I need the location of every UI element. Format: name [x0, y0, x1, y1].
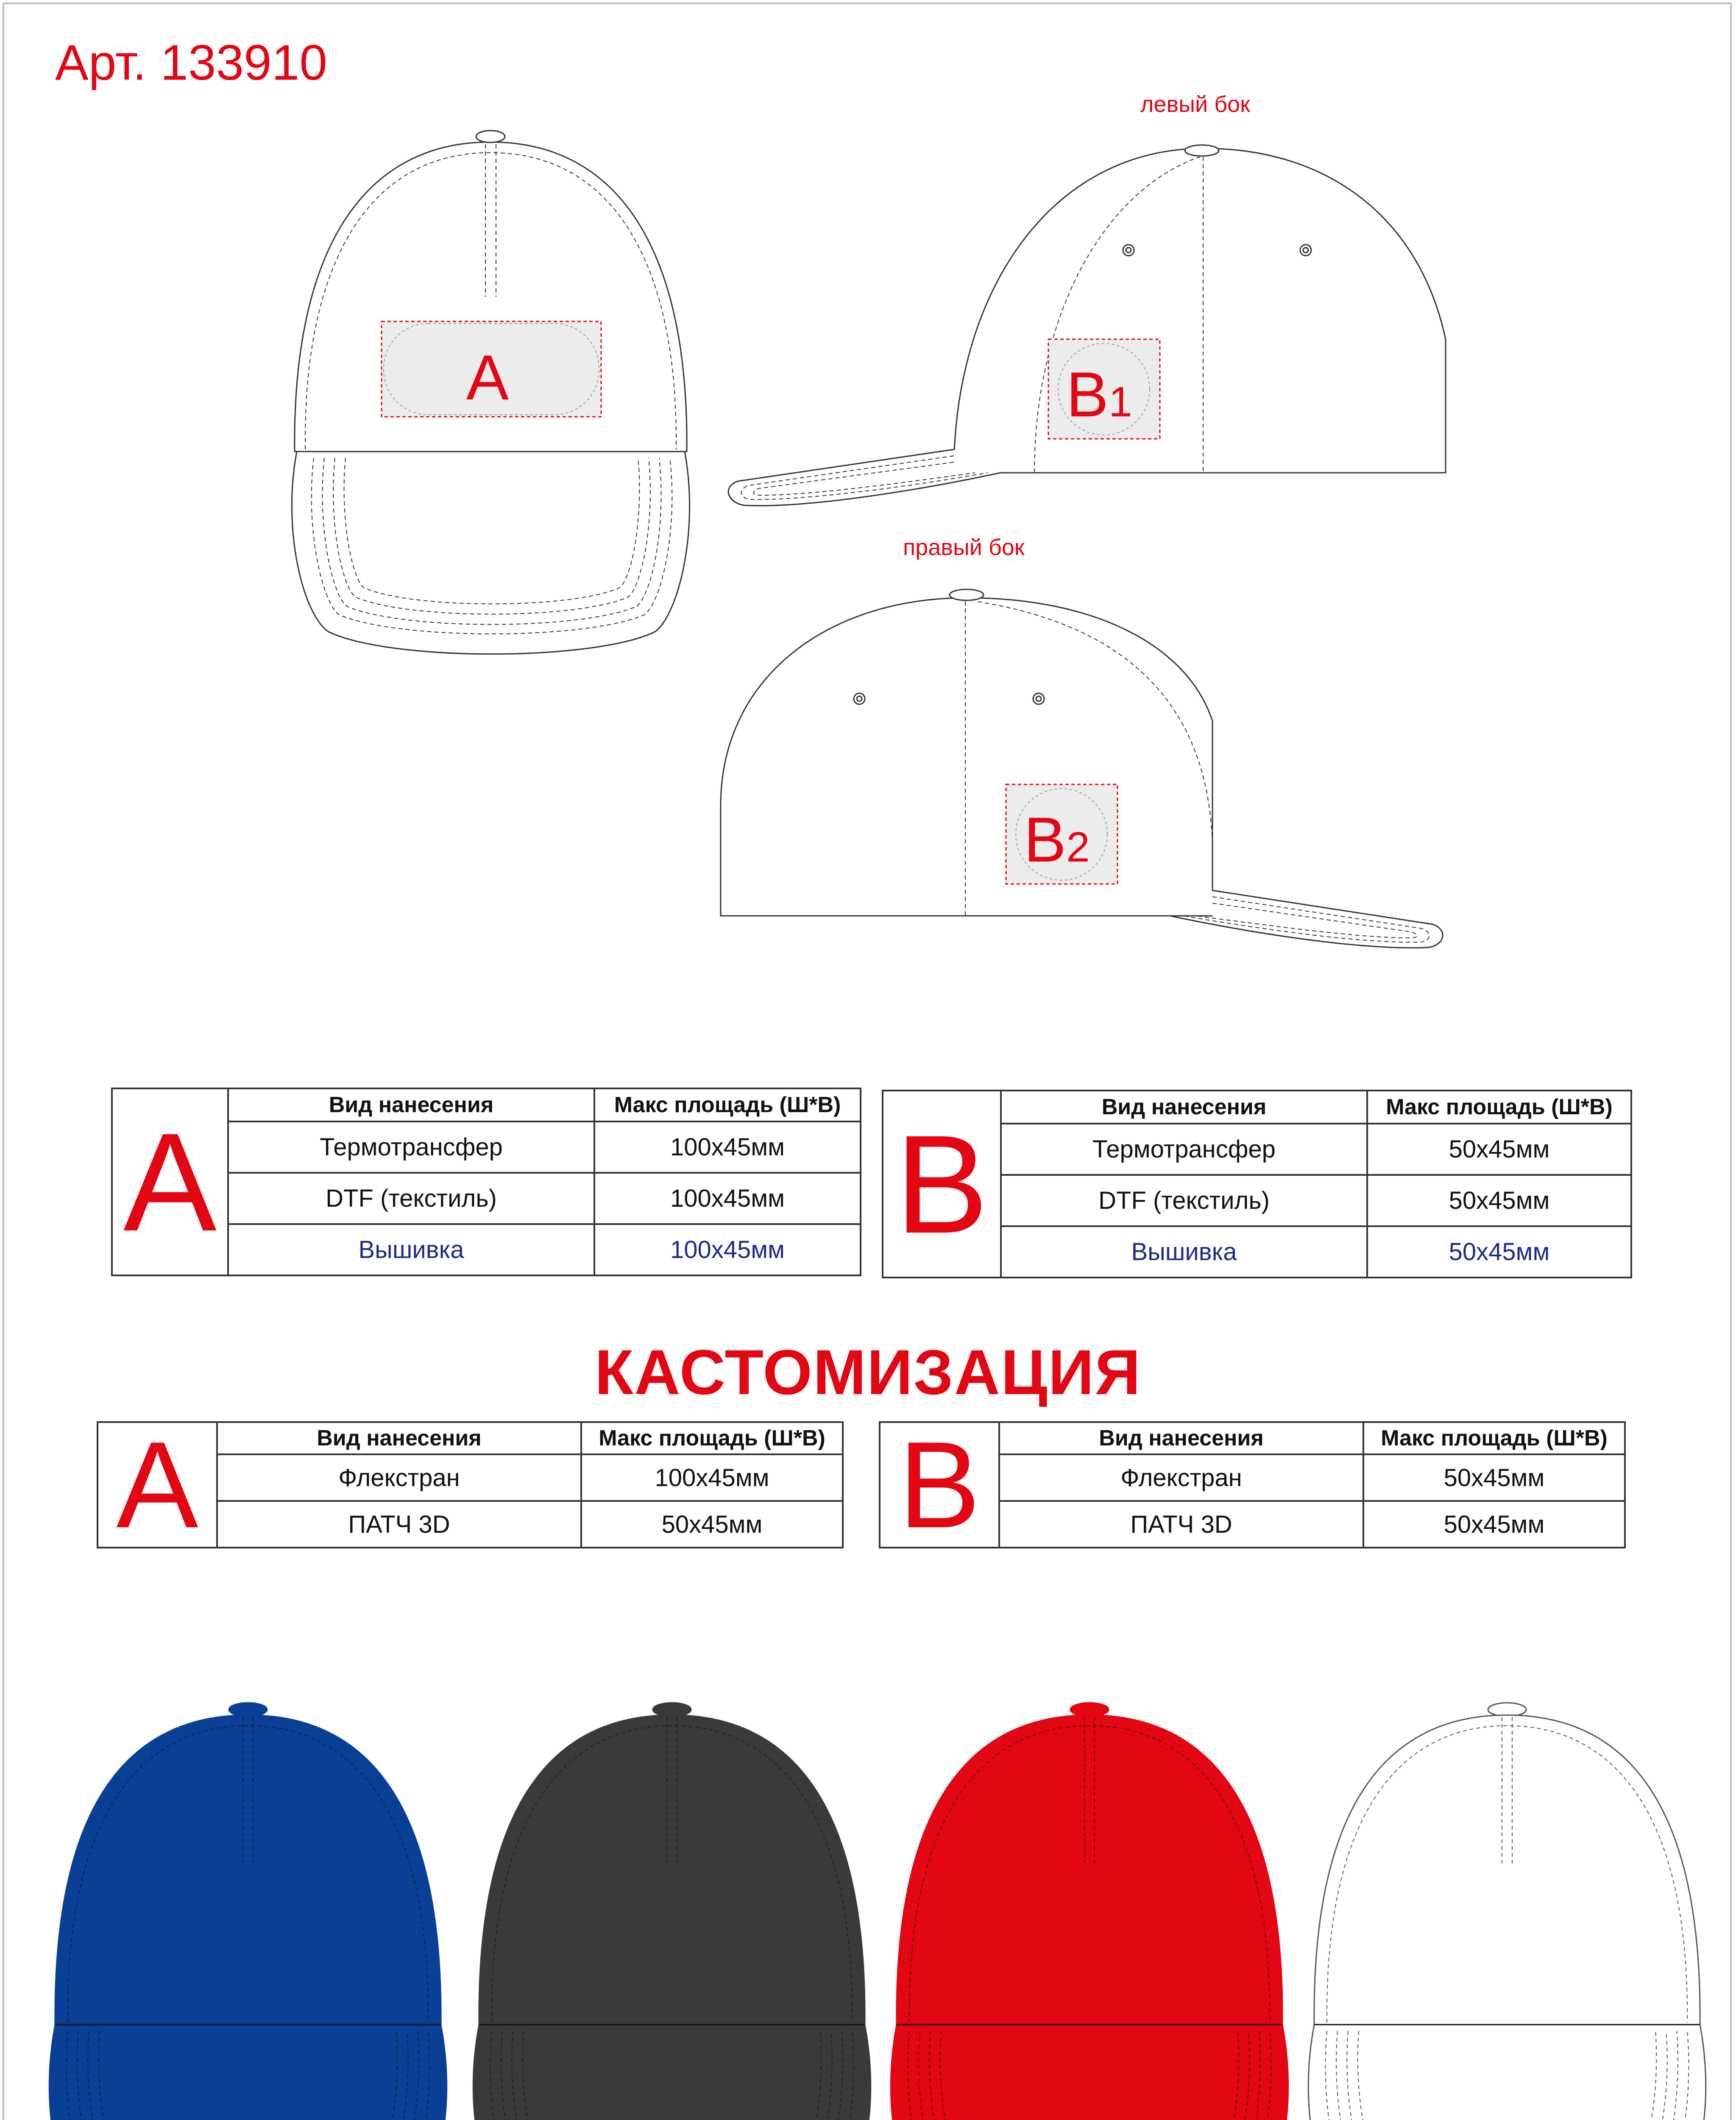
- table-cell: DTF (текстиль): [1001, 1175, 1367, 1226]
- header-method: Вид нанесения: [217, 1422, 581, 1454]
- custom-table-b: [879, 1416, 1626, 1554]
- table-cell: 50x45мм: [1367, 1226, 1631, 1278]
- table-cell: DTF (текстиль): [228, 1173, 594, 1224]
- table-cell: 100x45мм: [594, 1224, 861, 1275]
- print-table-a: [111, 1088, 861, 1276]
- table-cell: 50x45мм: [581, 1501, 843, 1548]
- table-cell: 50x45мм: [1367, 1124, 1631, 1175]
- zone-b2-letter: B: [1024, 804, 1067, 875]
- table-zone-letter: A: [98, 1422, 217, 1548]
- table-cell: Вышивка: [1001, 1226, 1367, 1278]
- right-side-label: правый бок: [903, 535, 1025, 560]
- header-max-area: Макс площадь (Ш*В): [1367, 1091, 1631, 1124]
- custom-table-a: [97, 1416, 844, 1554]
- article-number: Арт. 133910: [55, 35, 328, 91]
- left-side-label: левый бок: [1140, 92, 1250, 117]
- table-cell: 50x45мм: [1363, 1454, 1625, 1501]
- table-cell: 50x45мм: [1363, 1501, 1625, 1548]
- table-cell: 50x45мм: [1367, 1175, 1631, 1226]
- cap-right-side-view: [721, 589, 1443, 948]
- header-max-area: Макс площадь (Ш*В): [1363, 1422, 1625, 1454]
- zone-b1-marker: [1066, 359, 1132, 430]
- table-cell: Флекстран: [999, 1454, 1363, 1501]
- cap-color-variants: [0, 1679, 1736, 2120]
- table-cell: 100x45мм: [594, 1121, 861, 1173]
- header-max-area: Макс площадь (Ш*В): [581, 1422, 843, 1454]
- header-method: Вид нанесения: [999, 1422, 1363, 1454]
- header-max-area: Макс площадь (Ш*В): [594, 1088, 861, 1121]
- zone-b2-index: 2: [1066, 823, 1090, 871]
- zone-b2-marker: [1024, 804, 1090, 875]
- table-cell: 100x45мм: [581, 1454, 843, 1501]
- cap-variant-white: [1308, 1703, 1705, 2120]
- header-method: Вид нанесения: [1001, 1091, 1367, 1124]
- table-cell: ПАТЧ 3D: [999, 1501, 1363, 1548]
- table-cell: Вышивка: [228, 1224, 594, 1275]
- cap-variant-black: [473, 1703, 870, 2120]
- cap-left-side-view: [728, 145, 1446, 506]
- header-method: Вид нанесения: [228, 1088, 594, 1121]
- print-table-b: [882, 1090, 1632, 1278]
- table-cell: Флекстран: [217, 1454, 581, 1501]
- zone-b1-letter: B: [1066, 359, 1109, 430]
- cap-variant-blue: [49, 1703, 446, 2120]
- table-cell: Термотрансфер: [1001, 1124, 1367, 1175]
- table-zone-letter: B: [880, 1422, 999, 1548]
- table-zone-letter: A: [112, 1088, 228, 1275]
- table-cell: Термотрансфер: [228, 1121, 594, 1173]
- zone-b1-index: 1: [1109, 378, 1132, 426]
- cap-variant-red: [891, 1703, 1288, 2120]
- table-cell: ПАТЧ 3D: [217, 1501, 581, 1548]
- table-zone-letter: B: [883, 1091, 1001, 1278]
- customization-title: КАСТОМИЗАЦИЯ: [594, 1336, 1142, 1408]
- cap-technical-drawings: [0, 0, 1736, 975]
- table-cell: 100x45мм: [594, 1173, 861, 1224]
- zone-a-marker: A: [466, 342, 509, 413]
